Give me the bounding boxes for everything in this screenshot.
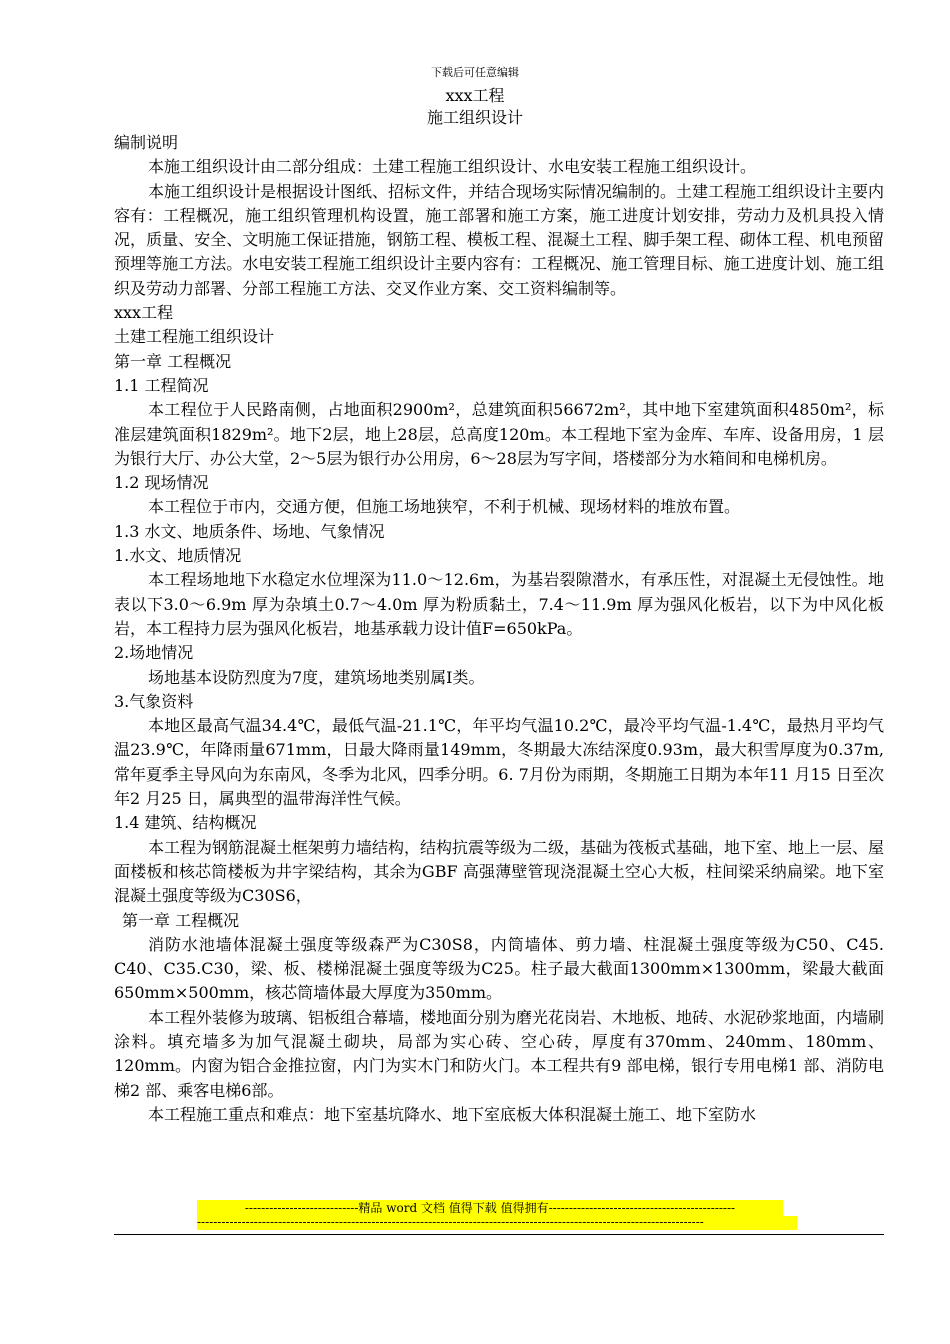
section-heading: 2.场地情况 <box>114 643 194 663</box>
body-paragraph: 本工程外装修为玻璃、铝板组合幕墙，楼地面分别为磨光花岗岩、木地板、地砖、水泥砂浆地面，内墙刷涂料。填充墙多为加气混凝土砌块，局部为实心砖、空心砖，厚度有370mm、240mm、180mm、120mm。内窗为铝合金推拉窗，内门为实木门和防火门。本工程共有9 部电梯，银行专用电梯1 部、消防电梯2 部、乘客电梯6部。 <box>114 1007 885 1100</box>
section-heading: xxx工程 <box>114 303 174 323</box>
section-heading: 编制说明 <box>114 133 179 152</box>
section-heading: 第一章 工程概况 <box>122 910 240 930</box>
body-paragraph: 本工程为钢筋混凝土框架剪力墙结构，结构抗震等级为二级，基础为筏板式基础，地下室、地上一层、屋面楼板和核芯筒楼板为井字梁结构，其余为GBF 高强薄壁管现浇混凝土空心大板，柱间梁采纳扁梁。地下室混凝土强度等级为C30S6， <box>114 837 885 906</box>
body-paragraph: 本工程场地地下水稳定水位埋深为11.0～12.6m，为基岩裂隙潜水，有承压性，对混凝土无侵蚀性。地表以下3.0～6.9m 厚为杂填土0.7～4.0m 厚为粉质黏土，7.4～11.9m 厚为强风化板岩，以下为中风化板岩，本工程持力层为强风化板岩，地基承载力设计值F=650kPa。 <box>114 570 884 638</box>
footer-dashes: ----------------------------------------------------------------------------------------------------------------------------- <box>197 1216 797 1230</box>
body-paragraph: 本工程位于人民路南侧，占地面积2900m²，总建筑面积56672m²，其中地下室建筑面积4850m²，标准层建筑面积1829m²。地下2层，地上28层，总高度120m。本工程地下室为金库、车库、设备用房，1 层为银行大厅、办公大堂，2～5层为银行办公用房，6～28层为写字间，塔楼部分为水箱间和电梯机房。 <box>114 400 884 468</box>
section-heading: 3.气象资料 <box>114 691 194 711</box>
section-heading: 1.水文、地质情况 <box>114 546 242 566</box>
document-subtitle: 施工组织设计 <box>426 108 523 127</box>
body-paragraph: 消防水池墙体混凝土强度等级森严为C30S8，内筒墙体、剪力墙、柱混凝土强度等级为C50、C45. C40、C35.C30，梁、板、楼梯混凝土强度等级为C25。柱子最大截面1300mm×1300mm，梁最大截面650mm×500mm，核芯筒墙体最大厚度为350mm。 <box>114 934 884 1003</box>
body-paragraph: 场地基本设防烈度为7度，建筑场地类别属Ⅰ类。 <box>148 667 485 687</box>
section-heading: 1.1 工程简况 <box>114 375 209 395</box>
section-heading: 1.2 现场情况 <box>114 473 209 493</box>
section-heading: 1.4 建筑、结构概况 <box>114 813 257 833</box>
footer-rule <box>114 1234 884 1235</box>
section-heading: 1.3 水文、地质条件、场地、气象情况 <box>114 521 385 541</box>
section-heading: 第一章 工程概况 <box>114 351 232 371</box>
body-paragraph: 本工程施工重点和难点：地下室基坑降水、地下室底板大体积混凝土施工、地下室防水 <box>148 1104 757 1124</box>
body-paragraph: 本施工组织设计是根据设计图纸、招标文件，并结合现场实际情况编制的。土建工程施工组织设计主要内容有：工程概况，施工组织管理机构设置，施工部署和施工方案，施工进度计划安排，劳动力及机具投入情况，质量、安全、文明施工保证措施，钢筋工程、模板工程、混凝土工程、脚手架工程、砌体工程、机电预留预埋等施工方法。水电安装工程施工组织设计主要内容有：工程概况、施工管理目标、施工进度计划、施工组织及劳动力部署、分部工程施工方法、交叉作业方案、交工资料编制等。 <box>114 181 885 298</box>
body-paragraph: 本地区最高气温34.4℃，最低气温-21.1℃，年平均气温10.2℃，最冷平均气温-1.4℃，最热月平均气温23.9℃，年降雨量671mm，日最大降雨量149mm，冬期最大冻结深度0.93m，最大积雪厚度为0.37m,常年夏季主导风向为东南风，冬季为北风，四季分明。6. 7月份为雨期，冬期施工日期为本年11 月15 日至次年2 月25 日，属典型的温带海洋性气候。 <box>114 716 884 809</box>
body-paragraph: 本工程位于市内，交通方便，但施工场地狭窄，不利于机械、现场材料的堆放布置。 <box>148 497 741 517</box>
document-body <box>114 131 884 1127</box>
document-title: xxx工程 <box>445 86 505 105</box>
header-note: 下载后可任意编辑 <box>431 66 519 79</box>
section-heading: 土建工程施工组织设计 <box>114 327 275 347</box>
body-paragraph: 本施工组织设计由二部分组成：土建工程施工组织设计、水电安装工程施工组织设计。 <box>148 157 757 177</box>
footer-banner: ----------------------------精品 word 文档 值得下载 值得拥有---------------------------------------------- <box>197 1200 783 1216</box>
